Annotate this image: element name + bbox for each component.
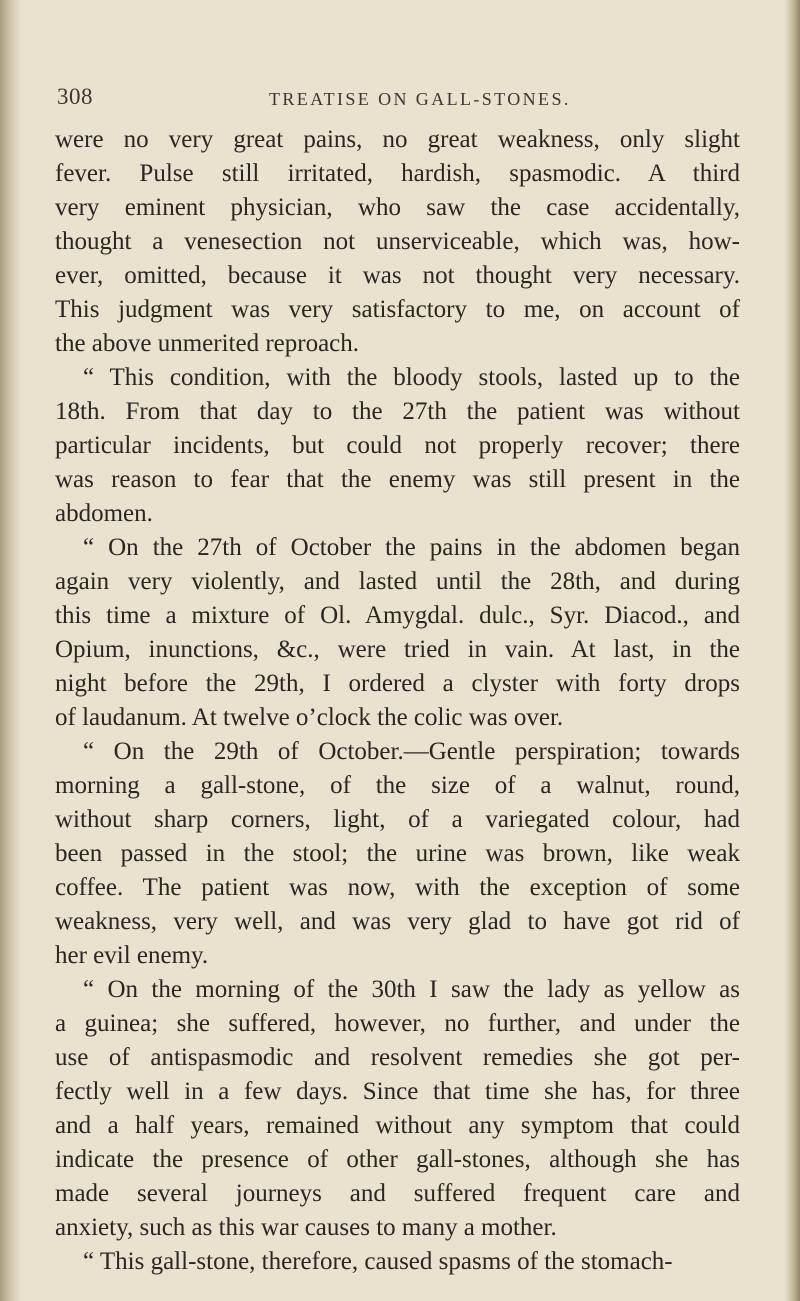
text-line: Opium, inunctions, &c., were tried in vain. At last, in the bbox=[55, 636, 740, 663]
page-number: 308 bbox=[57, 84, 93, 109]
text-line: a guinea; she suffered, however, no further, and under the bbox=[55, 1010, 740, 1037]
text-line: her evil enemy. bbox=[55, 942, 209, 969]
text-line: “ This condition, with the bloody stools, lasted up to the bbox=[83, 364, 740, 391]
running-head bbox=[57, 84, 757, 114]
page-edge bbox=[784, 0, 800, 1301]
text-line: were no very great pains, no great weakness, only slight bbox=[55, 126, 740, 153]
text-line: morning a gall-stone, of the size of a walnut, round, bbox=[55, 772, 740, 799]
text-line: of laudanum. At twelve o’clock the colic was over. bbox=[55, 704, 564, 731]
text-line: weakness, very well, and was very glad to have got rid of bbox=[55, 908, 740, 935]
text-line: anxiety, such as this war causes to many a mother. bbox=[55, 1214, 557, 1241]
text-line: without sharp corners, light, of a variegated colour, had bbox=[55, 806, 740, 833]
text-line: the above unmerited reproach. bbox=[55, 330, 360, 357]
text-line: 18th. From that day to the 27th the patient was without bbox=[55, 398, 740, 425]
text-line: “ On the 29th of October.—Gentle perspiration; towards bbox=[83, 738, 740, 765]
text-line: indicate the presence of other gall-stones, although she has bbox=[55, 1146, 740, 1173]
text-line: particular incidents, but could not properly recover; there bbox=[55, 432, 740, 459]
text-line: “ On the 27th of October the pains in the abdomen began bbox=[83, 534, 740, 561]
text-line: “ On the morning of the 30th I saw the lady as yellow as bbox=[83, 976, 740, 1003]
text-line: use of antispasmodic and resolvent remedies she got per- bbox=[55, 1044, 740, 1071]
text-line: this time a mixture of Ol. Amygdal. dulc., Syr. Diacod., and bbox=[55, 602, 740, 629]
text-line: very eminent physician, who saw the case accidentally, bbox=[55, 194, 740, 221]
text-line: ever, omitted, because it was not thought very necessary. bbox=[55, 262, 740, 289]
running-head-title: TREATISE ON GALL-STONES. bbox=[269, 89, 571, 109]
text-line: night before the 29th, I ordered a clyster with forty drops bbox=[55, 670, 740, 697]
text-line: and a half years, remained without any symptom that could bbox=[55, 1112, 740, 1139]
text-line: “ This gall-stone, therefore, caused spasms of the stomach- bbox=[83, 1248, 673, 1275]
text-line: thought a venesection not unserviceable, which was, how- bbox=[55, 228, 740, 255]
text-line: coffee. The patient was now, with the exception of some bbox=[55, 874, 740, 901]
text-line: This judgment was very satisfactory to me, on account of bbox=[55, 296, 740, 323]
text-line: fectly well in a few days. Since that time she has, for three bbox=[55, 1078, 740, 1105]
binding-gutter bbox=[0, 0, 22, 1301]
text-line: again very violently, and lasted until the 28th, and during bbox=[55, 568, 740, 595]
text-line: was reason to fear that the enemy was still present in the bbox=[55, 466, 740, 493]
text-line: made several journeys and suffered frequent care and bbox=[55, 1180, 740, 1207]
body-text bbox=[55, 123, 740, 1279]
text-line: abdomen. bbox=[55, 500, 153, 527]
text-line: been passed in the stool; the urine was brown, like weak bbox=[55, 840, 740, 867]
text-line: fever. Pulse still irritated, hardish, spasmodic. A third bbox=[55, 160, 740, 187]
